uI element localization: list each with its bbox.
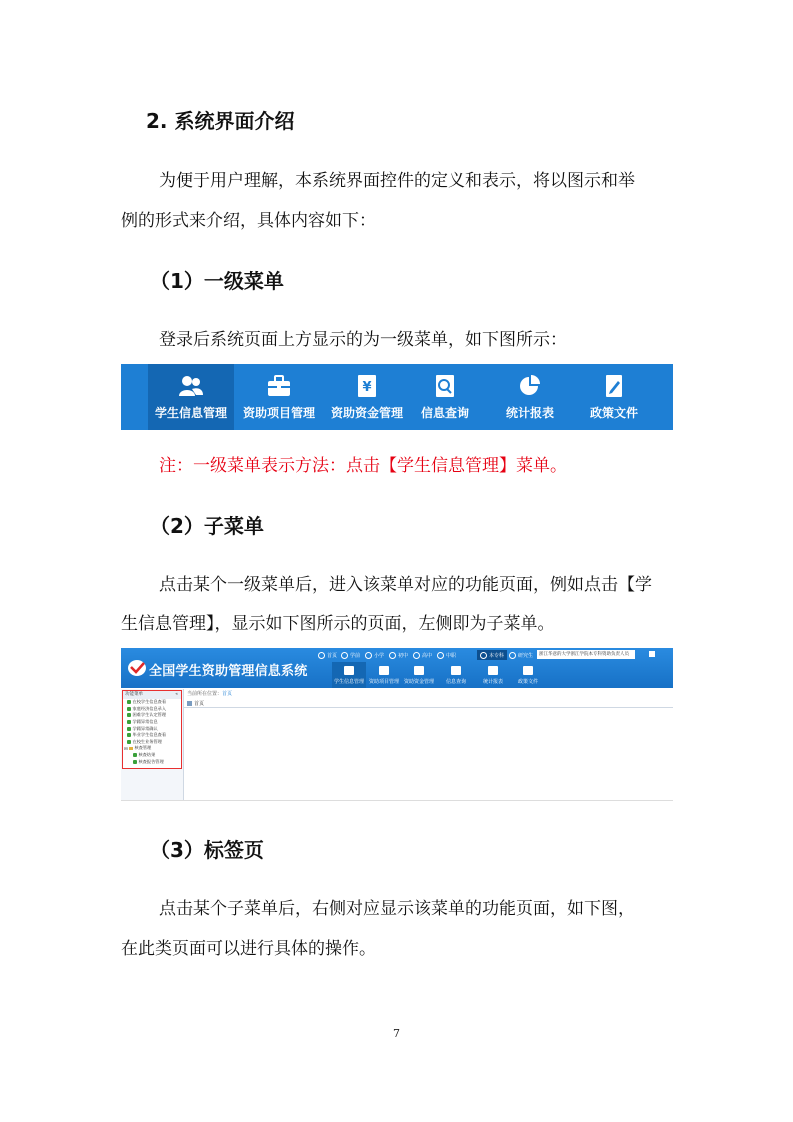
quick-link-primary[interactable] bbox=[365, 650, 384, 660]
system-logo-icon bbox=[127, 659, 147, 677]
users-icon bbox=[178, 374, 204, 398]
menu-info-query[interactable] bbox=[412, 364, 478, 430]
submenu-item-label: 学籍异常确认 bbox=[132, 725, 158, 731]
senior-icon bbox=[413, 652, 420, 659]
header-menu-label: 信息查询 bbox=[445, 679, 466, 685]
leaf-icon bbox=[127, 727, 131, 731]
quick-link-preschool[interactable] bbox=[341, 650, 360, 660]
submenu-group[interactable] bbox=[123, 745, 181, 752]
submenu-item-label: 核查报告管理 bbox=[138, 758, 164, 764]
menu-item-label: 信息查询 bbox=[420, 405, 469, 420]
menu-item-label: 统计报表 bbox=[505, 405, 554, 420]
sub2-line-1: 点击某个一级菜单后，进入该菜单对应的功能页面，例如点击【学 bbox=[159, 575, 652, 595]
header-menu-label: 资助资金管理 bbox=[403, 679, 434, 685]
quick-link-label: 初中 bbox=[398, 652, 409, 659]
page-number: 7 bbox=[393, 1027, 400, 1040]
sub3-line-1: 点击某个子菜单后，右侧对应显示该菜单的功能页面，如下图， bbox=[159, 899, 635, 919]
header-menu-label: 政策文件 bbox=[517, 679, 538, 685]
collapse-icon[interactable]: « bbox=[175, 692, 178, 697]
menu-bar-figure bbox=[121, 364, 673, 430]
submenu-item[interactable] bbox=[123, 699, 181, 706]
quick-link-label: 研究生 bbox=[518, 652, 534, 659]
submenu-item-label: 毕业学生信息查看 bbox=[132, 732, 167, 738]
submenu-item-label: 核查结果 bbox=[138, 752, 156, 758]
expand-icon[interactable]: ⊟ bbox=[124, 745, 128, 751]
edit-document-icon bbox=[601, 374, 627, 398]
system-title: 全国学生资助管理信息系统 bbox=[149, 664, 308, 679]
primary-icon bbox=[365, 652, 372, 659]
menu-aid-project[interactable] bbox=[236, 364, 322, 430]
header-menu-info-query[interactable] bbox=[439, 662, 473, 688]
leaf-icon bbox=[133, 760, 137, 764]
header-menu-statistics[interactable] bbox=[476, 662, 510, 688]
users-icon bbox=[344, 666, 354, 675]
header-menu-aid-fund[interactable] bbox=[402, 662, 436, 688]
leaf-icon bbox=[127, 700, 131, 704]
pie-chart-icon bbox=[517, 374, 543, 398]
breadcrumb-prefix: 当前所在位置： bbox=[187, 691, 223, 697]
section-heading: 2. 系统界面介绍 bbox=[146, 109, 295, 133]
quick-link-undergraduate[interactable] bbox=[477, 650, 507, 660]
briefcase-icon bbox=[379, 666, 389, 675]
breadcrumb bbox=[187, 690, 232, 697]
quick-link-label: 中职 bbox=[446, 652, 457, 659]
sidebar bbox=[121, 689, 184, 800]
sub1-text: 登录后系统页面上方显示的为一级菜单，如下图所示： bbox=[159, 330, 567, 350]
menu-item-label: 资助资金管理 bbox=[330, 405, 403, 420]
quick-link-label: 高中 bbox=[422, 652, 433, 659]
menu-item-label: 学生信息管理 bbox=[154, 405, 227, 420]
submenu-item[interactable] bbox=[123, 758, 181, 765]
quick-link-label: 学前 bbox=[350, 652, 361, 659]
search-document-icon bbox=[432, 374, 458, 398]
menu-statistics[interactable] bbox=[497, 364, 563, 430]
submenu-item[interactable] bbox=[123, 739, 181, 746]
junior-icon bbox=[389, 652, 396, 659]
leaf-icon bbox=[127, 740, 131, 744]
submenu-item[interactable] bbox=[123, 725, 181, 732]
submenu-item-label: 困难学生认定管理 bbox=[132, 712, 167, 718]
intro-line-1: 为便于用户理解，本系统界面控件的定义和表示，将以图示和举 bbox=[159, 171, 635, 191]
home-icon bbox=[187, 701, 192, 706]
menu-policy-docs[interactable] bbox=[581, 364, 647, 430]
vocational-icon bbox=[437, 652, 444, 659]
svg-text:¥: ¥ bbox=[362, 379, 372, 395]
graduation-cap-icon bbox=[480, 652, 487, 659]
quick-link-label: 首页 bbox=[327, 652, 338, 659]
submenu-item-label: 在校生业务管理 bbox=[132, 738, 162, 744]
submenu-item-label: 学籍异常信息 bbox=[132, 719, 158, 725]
preschool-icon bbox=[341, 652, 348, 659]
sub3-line-2: 在此类页面可以进行具体的操作。 bbox=[121, 939, 376, 959]
quick-link-label: 小学 bbox=[374, 652, 385, 659]
school-select[interactable]: 浙江华意的大学浙江学院本专科资助负责人员 bbox=[537, 650, 635, 659]
briefcase-icon bbox=[266, 374, 292, 398]
submenu-item[interactable] bbox=[123, 752, 181, 759]
switch-button[interactable] bbox=[649, 651, 655, 657]
header-menu-student-info[interactable] bbox=[332, 662, 366, 688]
header-menu-policy-docs[interactable] bbox=[511, 662, 545, 688]
leaf-icon bbox=[127, 707, 131, 711]
menu-item-label: 资助项目管理 bbox=[242, 405, 315, 420]
leaf-icon bbox=[127, 733, 131, 737]
sidebar-title: 功能菜单 bbox=[125, 692, 143, 697]
system-screenshot-figure bbox=[121, 648, 673, 801]
submenu-item-label: 核查管理 bbox=[134, 745, 152, 751]
submenu-highlight-box bbox=[122, 690, 182, 769]
sub1-heading: （1）一级菜单 bbox=[150, 269, 284, 293]
header-menu-label: 学生信息管理 bbox=[333, 679, 364, 685]
home-icon bbox=[318, 652, 325, 659]
quick-link-graduate[interactable] bbox=[509, 650, 533, 660]
yuan-document-icon bbox=[414, 666, 424, 675]
quick-link-home[interactable] bbox=[318, 650, 337, 660]
quick-link-senior[interactable] bbox=[413, 650, 432, 660]
submenu-item[interactable] bbox=[123, 712, 181, 719]
breadcrumb-home-link[interactable]: 首页 bbox=[222, 691, 233, 697]
intro-line-2: 例的形式来介绍，具体内容如下： bbox=[121, 211, 376, 231]
leaf-icon bbox=[127, 713, 131, 717]
yuan-document-icon bbox=[354, 374, 380, 398]
leaf-icon bbox=[127, 720, 131, 724]
edit-document-icon bbox=[523, 666, 533, 675]
header-menu-label: 统计报表 bbox=[482, 679, 503, 685]
search-document-icon bbox=[451, 666, 461, 675]
sub1-note: 注：一级菜单表示方法：点击【学生信息管理】菜单。 bbox=[159, 456, 567, 476]
submenu-item[interactable] bbox=[123, 732, 181, 739]
folder-icon bbox=[129, 747, 133, 751]
tab-home[interactable] bbox=[187, 699, 204, 707]
quick-link-vocational[interactable] bbox=[437, 650, 456, 660]
sub2-heading: （2）子菜单 bbox=[150, 514, 264, 538]
sidebar-header bbox=[123, 691, 181, 699]
submenu-item-label: 在校学生信息查看 bbox=[132, 699, 167, 705]
quick-link-label: 本专科 bbox=[489, 652, 505, 659]
sub2-line-2: 生信息管理】，显示如下图所示的页面，左侧即为子菜单。 bbox=[121, 614, 555, 634]
tab-strip bbox=[183, 698, 673, 708]
header-menu-label: 资助项目管理 bbox=[368, 679, 399, 685]
submenu-item[interactable] bbox=[123, 719, 181, 726]
tab-label: 首页 bbox=[194, 700, 205, 707]
menu-student-info[interactable] bbox=[148, 364, 234, 430]
sub3-heading: （3）标签页 bbox=[150, 838, 264, 862]
menu-aid-fund[interactable] bbox=[324, 364, 410, 430]
menu-item-label: 政策文件 bbox=[589, 405, 638, 420]
graduate-icon bbox=[509, 652, 516, 659]
system-header bbox=[121, 648, 673, 688]
quick-link-junior[interactable] bbox=[389, 650, 408, 660]
header-menu-aid-project[interactable] bbox=[367, 662, 401, 688]
leaf-icon bbox=[133, 753, 137, 757]
submenu-item-label: 家庭经济信息录入 bbox=[132, 705, 167, 711]
pie-chart-icon bbox=[488, 666, 498, 675]
